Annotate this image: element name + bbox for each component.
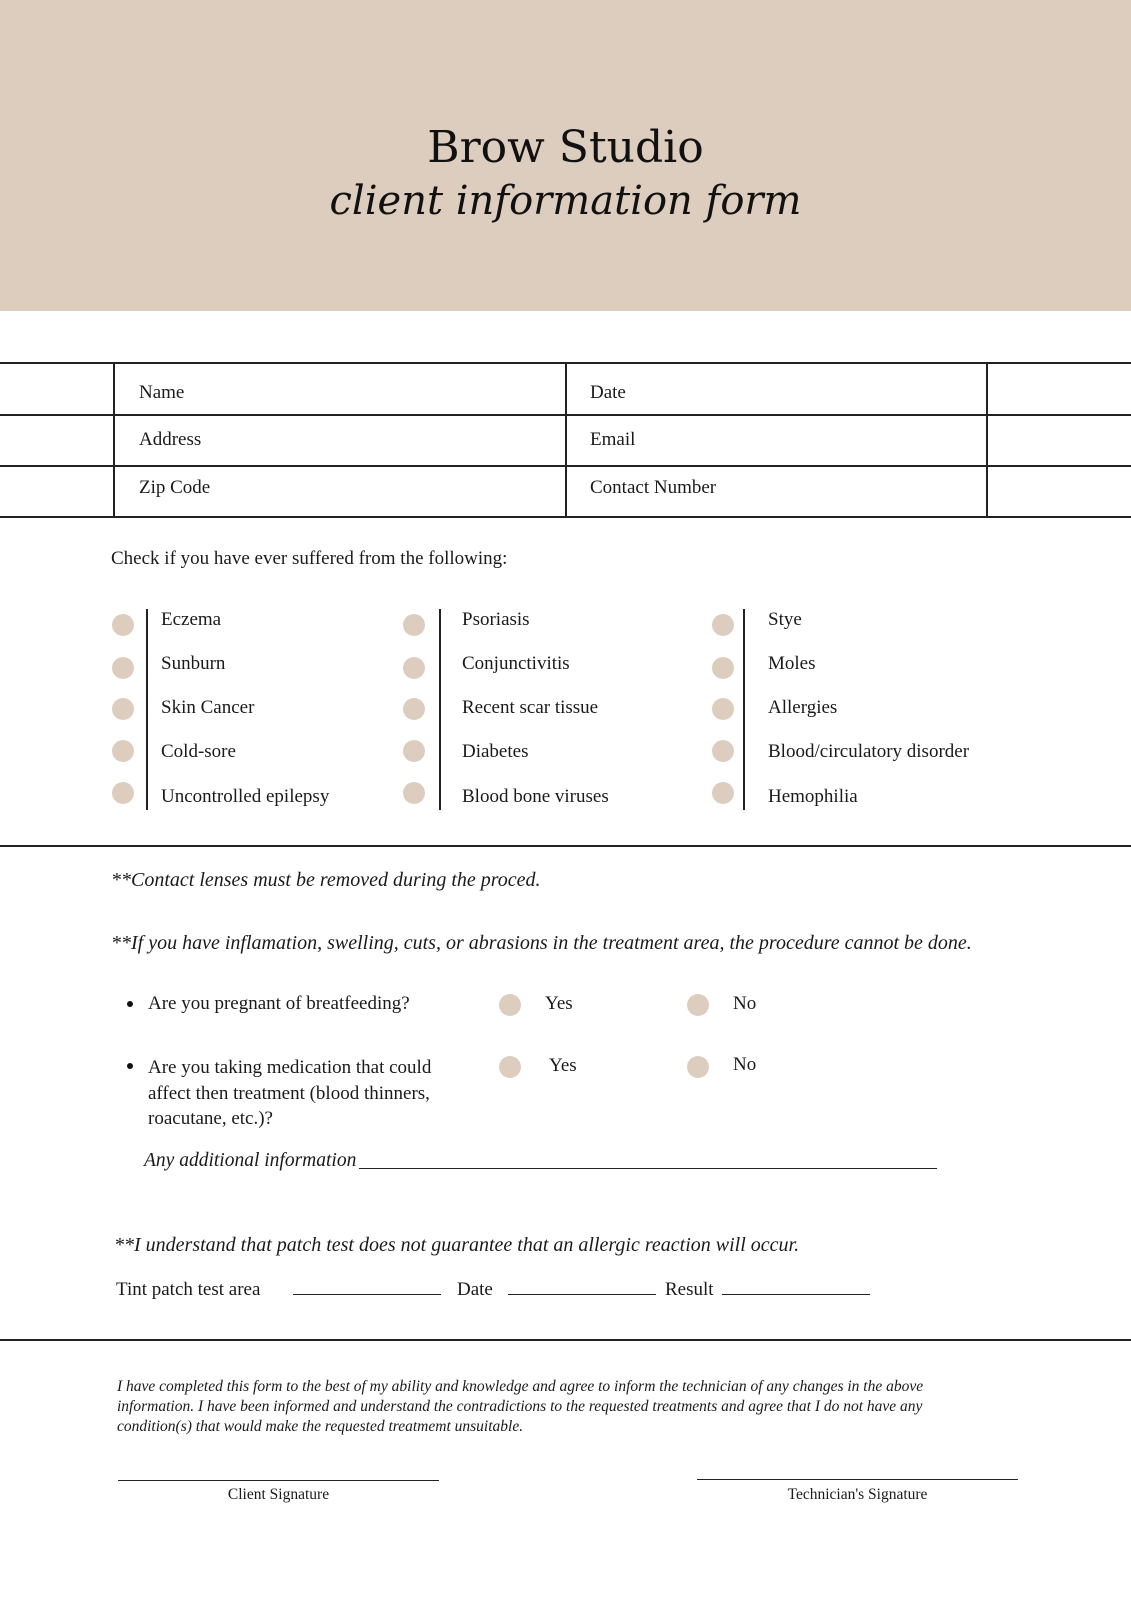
technician-signature-line[interactable] — [697, 1479, 1018, 1480]
condition-label: Recent scar tissue — [462, 697, 599, 718]
inflammation-note: **If you have inflamation, swelling, cuts, or abrasions in the treatment area, the procedure cannot be done. — [111, 932, 972, 954]
column-divider — [146, 609, 148, 810]
email-field[interactable]: Email — [590, 429, 636, 450]
agreement-text: I have completed this form to the best of my ability and knowledge and agree to inform the technician of any changes in the above information. I have been informed and understand the contradictions to the requested treatments and agree that I do not have any condition(s) that would make the requested treatmemt unsuitable. — [117, 1378, 924, 1435]
condition-label: Skin Cancer — [161, 697, 255, 718]
checkbox-sunburn[interactable] — [112, 657, 134, 679]
condition-label: Diabetes — [462, 741, 529, 762]
condition-label: Moles — [768, 653, 816, 674]
checkbox-allergies[interactable] — [712, 698, 734, 720]
condition-label: Sunburn — [161, 653, 226, 674]
pregnant-no-label: No — [733, 993, 757, 1014]
table-divider — [113, 362, 115, 516]
date-field[interactable]: Date — [590, 382, 626, 403]
table-divider — [986, 362, 988, 516]
header-banner — [0, 0, 1131, 311]
section-divider — [0, 1339, 1131, 1341]
condition-label: Stye — [768, 609, 802, 630]
patch-result-label: Result — [665, 1279, 714, 1300]
client-signature-label: Client Signature — [227, 1486, 330, 1503]
checkbox-blood-bone-viruses[interactable] — [403, 782, 425, 804]
client-signature-line[interactable] — [118, 1480, 439, 1481]
pregnant-no-radio[interactable] — [687, 994, 709, 1016]
pregnant-yes-radio[interactable] — [499, 994, 521, 1016]
checkbox-skin-cancer[interactable] — [112, 698, 134, 720]
form-subtitle: client information form — [329, 178, 802, 224]
contact-number-field[interactable]: Contact Number — [590, 477, 717, 498]
checkbox-stye[interactable] — [712, 614, 734, 636]
address-field[interactable]: Address — [139, 429, 202, 450]
checkbox-hemophilia[interactable] — [712, 782, 734, 804]
patch-area-input[interactable] — [293, 1294, 441, 1295]
studio-title: Brow Studio — [427, 122, 704, 173]
pregnant-yes-label: Yes — [545, 993, 573, 1014]
condition-label: Conjunctivitis — [462, 653, 570, 674]
column-divider — [743, 609, 745, 810]
bullet — [127, 1001, 133, 1007]
patch-area-label: Tint patch test area — [116, 1279, 261, 1300]
condition-label: Blood bone viruses — [462, 786, 609, 807]
additional-info-input[interactable] — [359, 1168, 937, 1169]
checkbox-conjunctivitis[interactable] — [403, 657, 425, 679]
patch-result-input[interactable] — [722, 1294, 870, 1295]
patch-test-disclaimer: **I understand that patch test does not guarantee that an allergic reaction will occur. — [114, 1234, 800, 1256]
zip-code-field[interactable]: Zip Code — [139, 477, 211, 498]
condition-label: Hemophilia — [768, 786, 858, 807]
contact-lens-note: **Contact lenses must be removed during the proced. — [111, 869, 541, 891]
condition-label: Allergies — [768, 697, 838, 718]
checkbox-diabetes[interactable] — [403, 740, 425, 762]
checkbox-psoriasis[interactable] — [403, 614, 425, 636]
conditions-prompt: Check if you have ever suffered from the following: — [111, 548, 508, 569]
checkbox-moles[interactable] — [712, 657, 734, 679]
section-divider — [0, 845, 1131, 847]
table-divider — [565, 362, 567, 516]
checkbox-eczema[interactable] — [112, 614, 134, 636]
patch-date-label: Date — [457, 1279, 493, 1300]
medication-yes-label: Yes — [549, 1055, 577, 1076]
name-field[interactable]: Name — [139, 382, 185, 403]
condition-label: Psoriasis — [462, 609, 530, 630]
table-rule — [0, 516, 1131, 518]
patch-date-input[interactable] — [508, 1294, 656, 1295]
condition-label: Uncontrolled epilepsy — [161, 786, 330, 807]
pregnancy-question: Are you pregnant of breatfeeding? — [148, 993, 410, 1014]
technician-signature-label: Technician's Signature — [787, 1486, 928, 1503]
checkbox-uncontrolled-epilepsy[interactable] — [112, 782, 134, 804]
medication-yes-radio[interactable] — [499, 1056, 521, 1078]
additional-info-label: Any additional information — [144, 1150, 357, 1171]
medication-no-radio[interactable] — [687, 1056, 709, 1078]
medication-question: Are you taking medication that could affect then treatment (blood thinners, roacutane, etc.)? — [148, 1057, 432, 1129]
checkbox-recent-scar-tissue[interactable] — [403, 698, 425, 720]
checkbox-cold-sore[interactable] — [112, 740, 134, 762]
bullet — [127, 1063, 133, 1069]
column-divider — [439, 609, 441, 810]
medication-no-label: No — [733, 1054, 757, 1075]
condition-label: Blood/circulatory disorder — [768, 741, 970, 762]
condition-label: Eczema — [161, 609, 222, 630]
condition-label: Cold-sore — [161, 741, 236, 762]
checkbox-blood-circulatory-disorder[interactable] — [712, 740, 734, 762]
